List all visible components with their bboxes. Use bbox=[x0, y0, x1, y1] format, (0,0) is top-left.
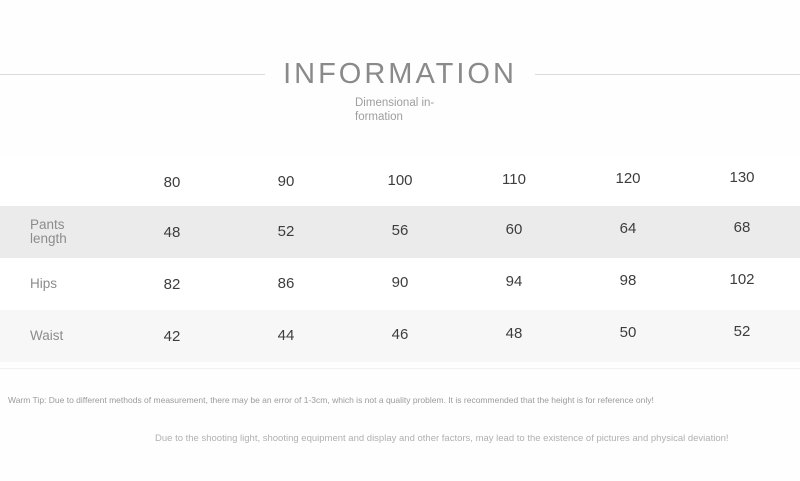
table-row bbox=[0, 310, 800, 362]
row-label-hips: Hips bbox=[30, 276, 58, 291]
cell-hips-110: 94 bbox=[505, 272, 523, 290]
cell-waist-100: 46 bbox=[391, 325, 409, 343]
cell-pants-length-80: 48 bbox=[163, 223, 181, 241]
row-label-waist: Waist bbox=[30, 328, 64, 343]
title-rule-right bbox=[535, 74, 800, 75]
cell-waist-110: 48 bbox=[505, 324, 523, 342]
cell-pants-length-100: 56 bbox=[391, 221, 409, 239]
table-row bbox=[0, 206, 800, 258]
cell-pants-length-130: 68 bbox=[733, 218, 751, 236]
cell-waist-130: 52 bbox=[733, 322, 751, 340]
column-header-3: 110 bbox=[502, 170, 526, 188]
page-subtitle-line2: formation bbox=[355, 111, 403, 123]
column-header-5: 130 bbox=[729, 168, 755, 186]
cell-pants-length-120: 64 bbox=[619, 219, 637, 237]
title-row bbox=[0, 52, 800, 96]
cell-pants-length-110: 60 bbox=[505, 220, 523, 238]
page-header bbox=[0, 52, 800, 122]
table-row bbox=[0, 258, 800, 310]
column-header-2: 100 bbox=[387, 171, 413, 189]
column-header-0: 80 bbox=[163, 173, 181, 191]
title-rule-left bbox=[0, 74, 265, 75]
cell-waist-90: 44 bbox=[277, 326, 295, 344]
column-header-4: 120 bbox=[615, 169, 641, 187]
row-label-line2: length bbox=[30, 231, 67, 246]
cell-waist-120: 50 bbox=[619, 323, 637, 341]
page-subtitle-line1: Dimensional in- bbox=[355, 97, 435, 109]
row-label-pants-length bbox=[0, 218, 115, 246]
cell-waist-80: 42 bbox=[163, 327, 181, 345]
cell-hips-100: 90 bbox=[391, 273, 409, 291]
warm-tip-note: Warm Tip: Due to different methods of measurement, there may be an error of 1-3cm, which is not a quality problem. It is recommended that the height is for reference only! bbox=[8, 395, 654, 405]
shooting-deviation-note: Due to the shooting light, shooting equipment and display and other factors, may lead to the existence of pictures and physical deviation! bbox=[155, 433, 729, 444]
table-header-row bbox=[0, 158, 800, 206]
column-header-1: 90 bbox=[277, 172, 295, 190]
row-label-line1: Pants bbox=[30, 217, 65, 232]
cell-pants-length-90: 52 bbox=[277, 222, 295, 240]
cell-hips-80: 82 bbox=[163, 275, 181, 293]
size-table bbox=[0, 158, 800, 362]
page-subtitle bbox=[355, 96, 451, 124]
cell-hips-130: 102 bbox=[729, 270, 755, 288]
cell-hips-90: 86 bbox=[277, 274, 295, 292]
page-title: INFORMATION bbox=[283, 57, 517, 90]
footer-divider bbox=[0, 368, 800, 369]
cell-hips-120: 98 bbox=[619, 271, 637, 289]
